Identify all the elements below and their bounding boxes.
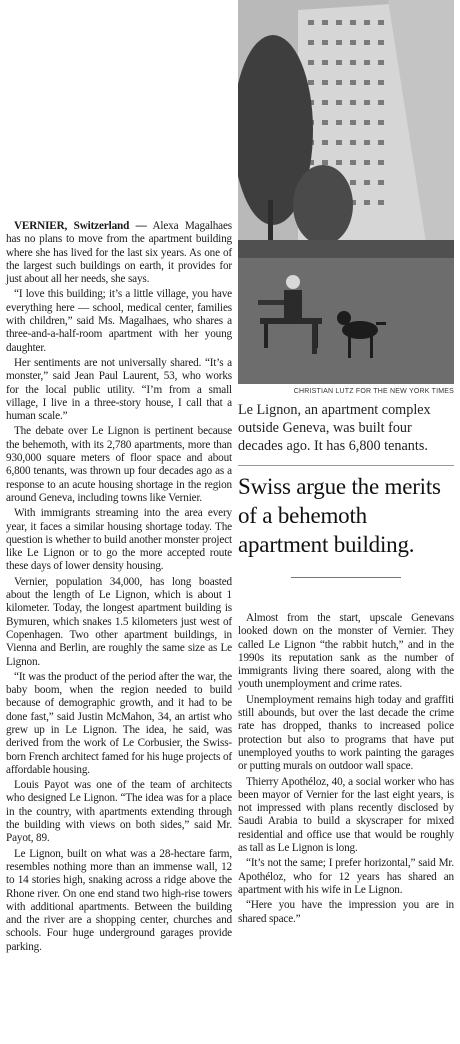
dateline: VERNIER, Switzerland — [14,220,147,232]
right-column [238,0,454,578]
photo-caption: Le Lignon, an apartment complex outside Geneva, was built four decades ago. It has 6,800 tenants. [238,402,431,454]
paragraph-7: “It was the product of the period after the war, the baby boom, when the region needed to build because of demographic growth, and it had to be done fast,” said Justin McMahon, 34, an artist who grew up in Le Lignon. The idea, he said, was derived from the work of Le Corbusier, the Swiss-born French architect famed for his huge projects of affordable housing. [6,670,232,776]
headline: Swiss argue the merits of a behemoth apartment building. [238,474,441,557]
right-column-text [238,612,454,928]
paragraph-9: Le Lignon, built on what was a 28-hectare farm, resembles nothing more than an immense wall, 12 to 14 stories high, snaking across a ridge above the Rhone river. On one end stand two high-rise towers with additional apartments. Between the building and the river are a shopping center, churches and schools. Four huge underground garages provide parking. [6,847,232,953]
paragraph-8: Louis Payot was one of the team of architects who designed Le Lignon. “The idea was for a place in the country, with apartments extending through the building with views on both sides,” said Mr. Payot, 89. [6,779,232,845]
paragraph-4: The debate over Le Lignon is pertinent because the behemoth, with its 2,780 apartments, more than 930,000 square meters of floor space and about 6,800 tenants, was thrown up four decades ago as a response to an acute housing shortage in the region around Geneva, including towns like Vernier. [6,425,232,504]
article-photo [238,0,454,384]
paragraph-10: Almost from the start, upscale Genevans looked down on the monster of Vernier. They called Le Lignon “the rabbit hutch,” and in the 1990s its reputation sank as the number of immigrants living there soared, along with the youth unemployment and crime rates. [238,612,454,691]
photo-illustration [238,0,454,384]
paragraph-14: “Here you have the impression you are in shared space.” [238,899,454,925]
paragraph-2: “I love this building; it’s a little village, you have everything here — school, medical center, families with children,” said Ms. Magalhaes, who shares a three-and-a-half-room apartment with her young daughter. [6,288,232,354]
paragraph-13: “It’s not the same; I prefer horizontal,” said Mr. Apothéloz, who for 12 years has shared an apartment with his wife in Le Lignon. [238,857,454,896]
divider [238,465,454,466]
paragraph-1 [6,220,232,286]
paragraph-11: Unemployment remains high today and graffiti still abounds, but over the last decade the crime rate has dropped, thanks to increased police protection but also to programs that have put unemployed youths to work painting the garages or putting murals on outdoor wall space. [238,693,454,773]
paragraph-3: Her sentiments are not universally shared. “It’s a monster,” said Jean Paul Laurent, 53, who works for the local public utility. “I’m from a small village, I live in a three-story house, I call that a human scale.” [6,356,232,423]
paragraph-1-text: Alexa Magalhaes has no plans to move from the apartment building where she has lived for the last six years. As one of the largest such buildings on earth, it provides for just about all her needs, she says. [6,220,232,286]
paragraph-6: Vernier, population 34,000, has long boasted about the length of Le Lignon, which is about 1 kilometer. Today, the longest apartment building is Bymuren, which snakes 1.5 kilometers just west of Copenhagen. Two other apartment buildings, in Vienna and Berlin, are roughly the same size as Le Lignon. [6,575,232,668]
paragraph-12: Thierry Apothéloz, 40, a social worker who has been mayor of Vernier for the last eight years, is not impressed with plans recently disclosed by Saudi Arabia to build a skyscraper for mixed residential and office use that would be roughly as tall as Le Lignon is long. [238,775,454,855]
photo-credit: CHRISTIAN LUTZ FOR THE NEW YORK TIMES [293,388,454,395]
paragraph-5: With immigrants streaming into the area every year, it faces a similar housing shortage today. The question is whether to build another monster project like Le Lignon or to go the more accepted route these days of lower density housing. [6,507,232,573]
headline-rule [291,577,401,578]
left-column [6,220,232,956]
